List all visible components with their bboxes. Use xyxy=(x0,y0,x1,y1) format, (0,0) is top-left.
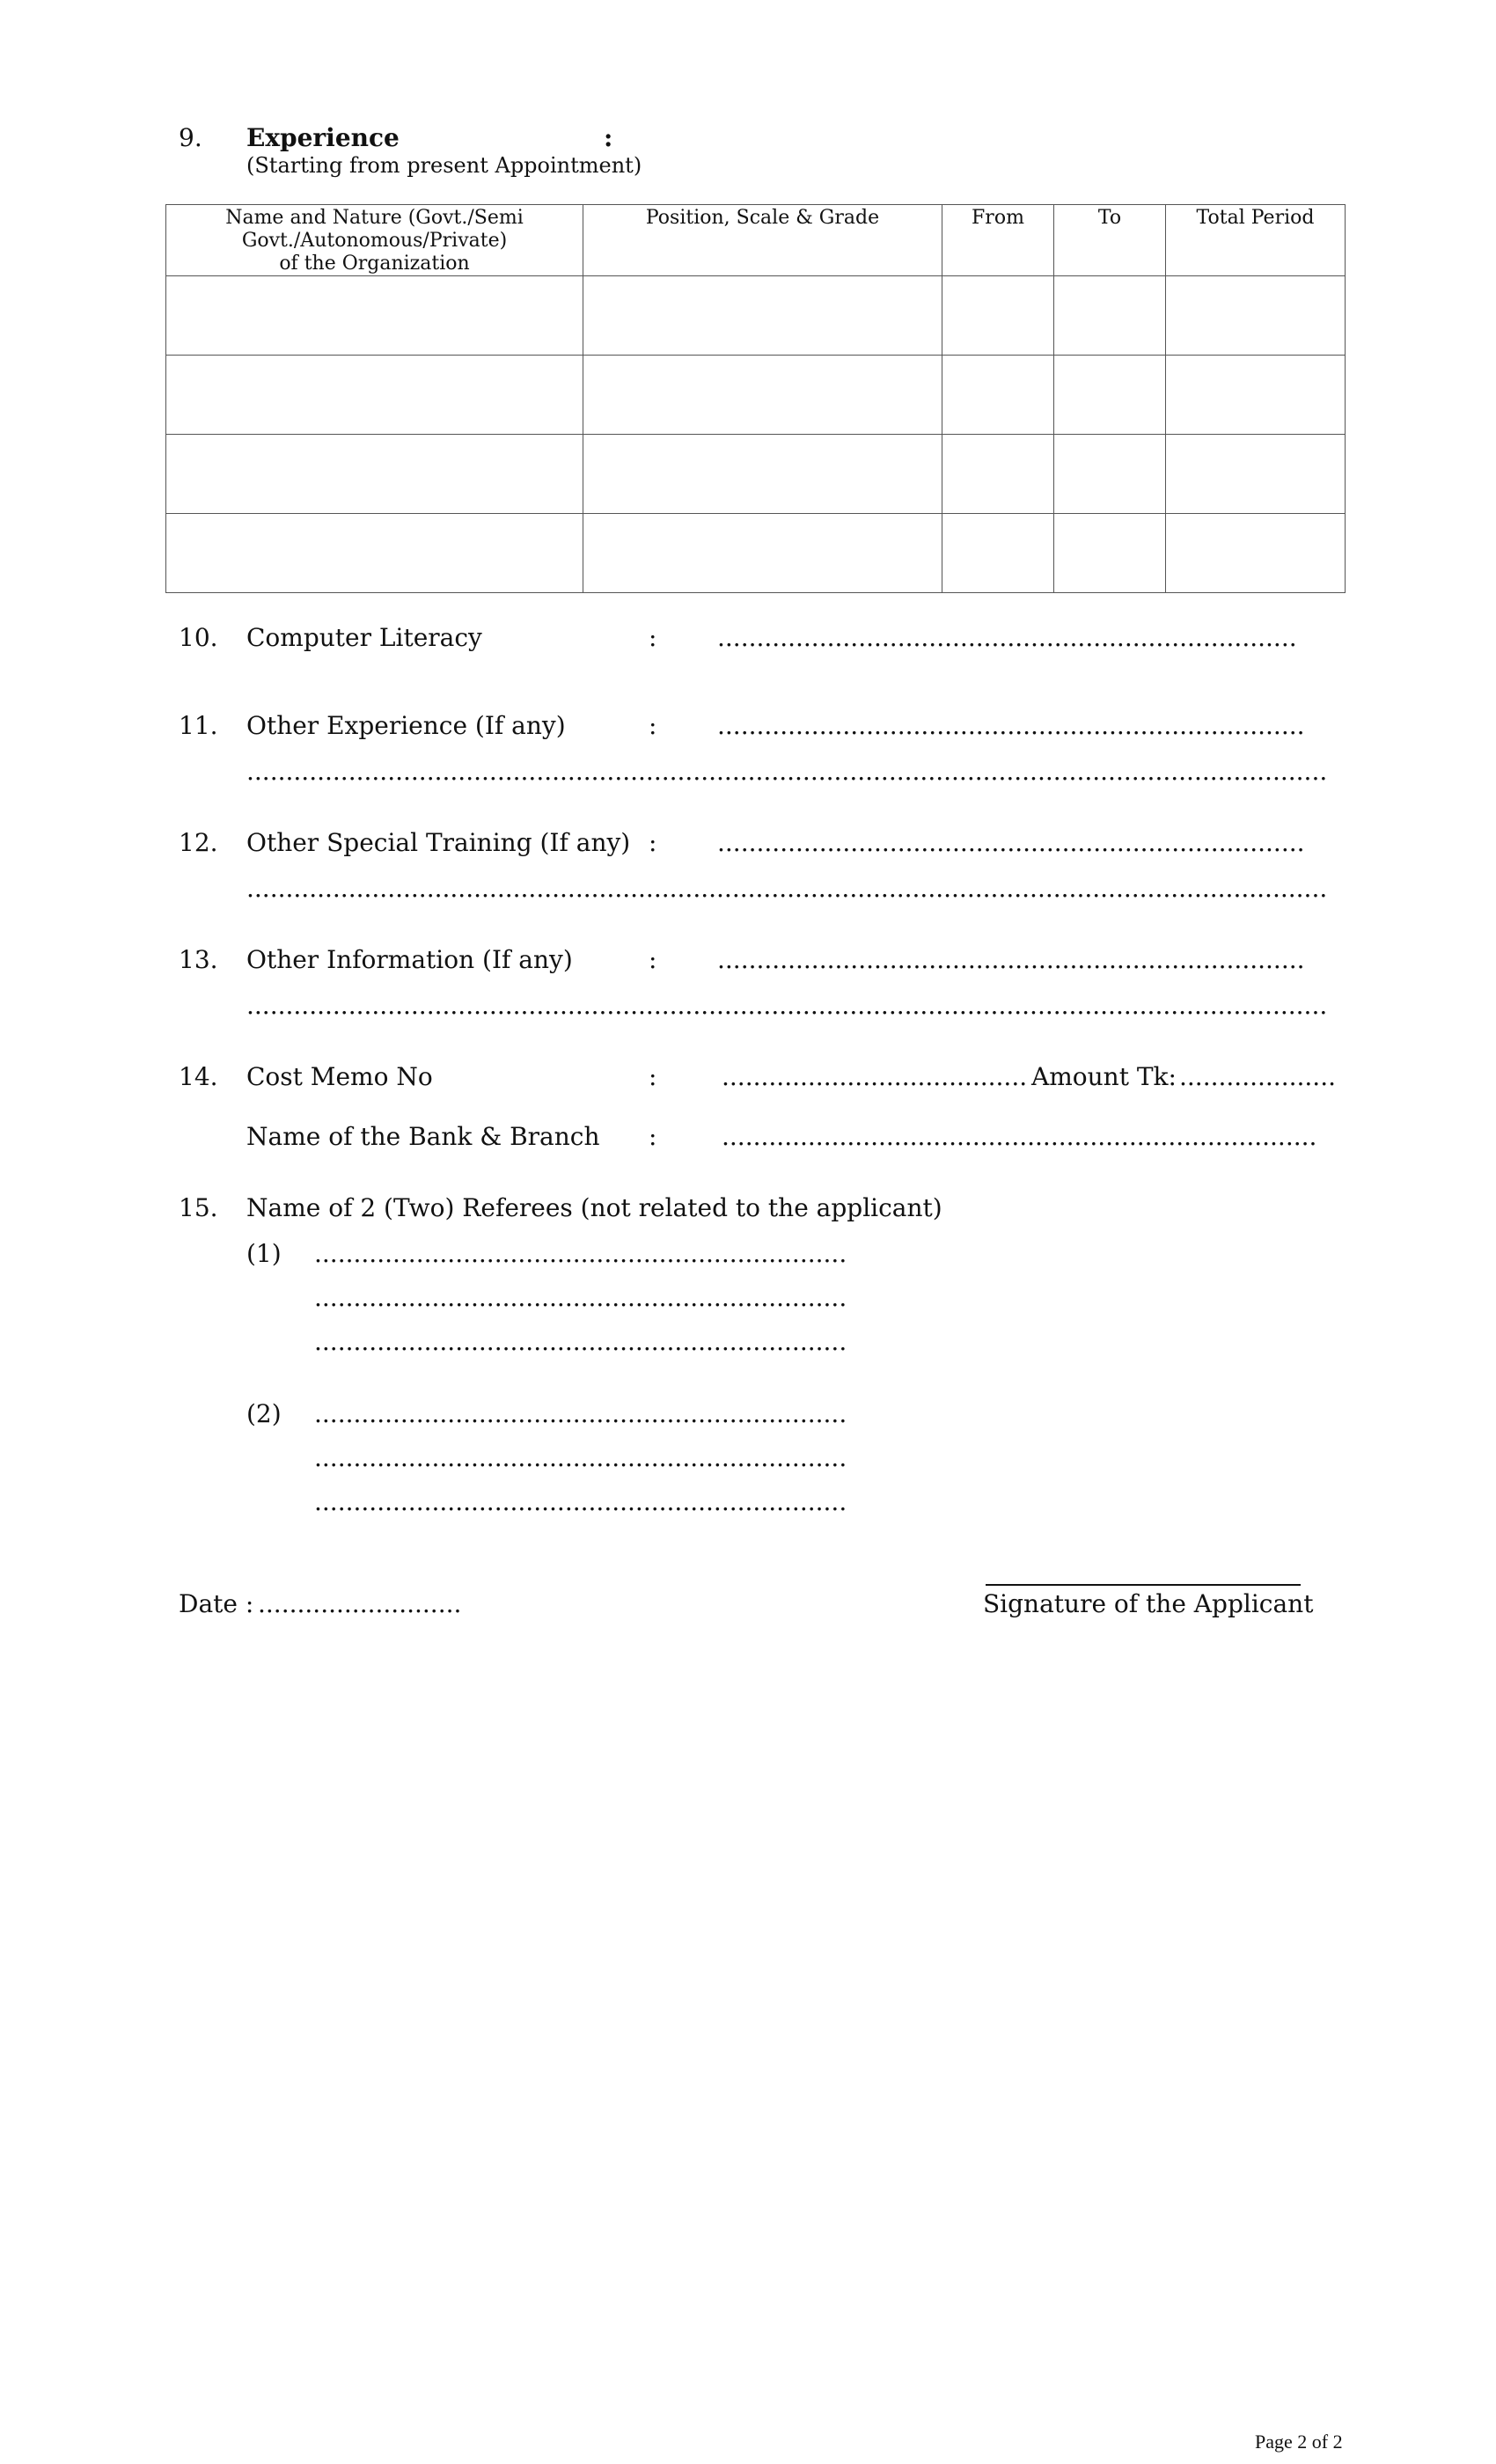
referees-title: Name of 2 (Two) Referees (not related to the applicant) xyxy=(246,1193,942,1222)
cost-memo-field[interactable]: ....................................... xyxy=(722,1062,1028,1091)
item-14-number: 14. xyxy=(179,1062,218,1091)
other-information-field[interactable]: ........................................................................... xyxy=(717,945,1305,974)
referee-2-label: (2) xyxy=(246,1399,282,1428)
other-training-continuation[interactable]: .......................................................................................................................................... xyxy=(246,874,1328,903)
signature-label: Signature of the Applicant xyxy=(983,1589,1314,1618)
bank-branch-field[interactable]: ............................................................................ xyxy=(722,1122,1317,1151)
table-cell[interactable] xyxy=(1166,276,1346,356)
item-12-number: 12. xyxy=(179,828,218,857)
other-training-field[interactable]: ........................................................................... xyxy=(717,828,1305,857)
other-information-continuation[interactable]: .......................................................................................................................................... xyxy=(246,991,1328,1020)
table-cell[interactable] xyxy=(1166,356,1346,435)
item-13-colon: : xyxy=(649,945,657,974)
item-14-colon: : xyxy=(649,1062,657,1091)
table-cell[interactable] xyxy=(942,276,1054,356)
referee-1-line-1[interactable]: .................................................................... xyxy=(314,1239,847,1268)
amount-field[interactable]: .................... xyxy=(1179,1062,1337,1091)
header-from: From xyxy=(942,205,1054,276)
table-row xyxy=(166,356,1346,435)
cost-memo-label: Cost Memo No xyxy=(246,1062,433,1091)
table-row xyxy=(166,514,1346,593)
referee-2-line-2[interactable]: .................................................................... xyxy=(314,1443,847,1472)
item-10-number: 10. xyxy=(179,623,218,652)
other-information-label: Other Information (If any) xyxy=(246,945,573,974)
table-cell[interactable] xyxy=(942,514,1054,593)
date-field[interactable]: .......................... xyxy=(258,1589,462,1618)
item-11-number: 11. xyxy=(179,711,218,740)
table-cell[interactable] xyxy=(166,356,583,435)
table-cell[interactable] xyxy=(583,514,942,593)
header-position: Position, Scale & Grade xyxy=(583,205,942,276)
referee-1-label: (1) xyxy=(246,1239,282,1268)
signature-line[interactable] xyxy=(986,1584,1301,1586)
other-experience-continuation[interactable]: .......................................................................................................................................... xyxy=(246,757,1328,786)
computer-literacy-field[interactable]: .......................................................................... xyxy=(717,623,1297,652)
item-10-colon: : xyxy=(649,623,657,652)
section-9-number: 9. xyxy=(179,123,202,152)
table-cell[interactable] xyxy=(583,356,942,435)
item-15-number: 15. xyxy=(179,1193,218,1222)
other-training-label: Other Special Training (If any) xyxy=(246,828,631,857)
other-experience-field[interactable]: ........................................................................... xyxy=(717,711,1305,740)
table-cell[interactable] xyxy=(1054,356,1166,435)
experience-table xyxy=(165,204,1346,593)
section-9-subtitle: (Starting from present Appointment) xyxy=(246,153,642,178)
referee-1-line-3[interactable]: .................................................................... xyxy=(314,1327,847,1356)
table-cell[interactable] xyxy=(583,276,942,356)
section-9-colon: : xyxy=(604,123,613,152)
referee-1-line-2[interactable]: .................................................................... xyxy=(314,1283,847,1312)
other-experience-label: Other Experience (If any) xyxy=(246,711,566,740)
table-cell[interactable] xyxy=(1054,276,1166,356)
header-total-period: Total Period xyxy=(1166,205,1346,276)
item-13-number: 13. xyxy=(179,945,218,974)
table-cell[interactable] xyxy=(942,435,1054,514)
experience-table-header xyxy=(166,205,1346,276)
section-9-title: Experience xyxy=(246,123,400,152)
table-cell[interactable] xyxy=(583,435,942,514)
header-organization: Name and Nature (Govt./Semi Govt./Autonomous/Private) of the Organization xyxy=(166,205,583,276)
table-cell[interactable] xyxy=(166,435,583,514)
header-to: To xyxy=(1054,205,1166,276)
table-cell[interactable] xyxy=(1054,435,1166,514)
item-11-colon: : xyxy=(649,711,657,740)
referee-2-line-3[interactable]: .................................................................... xyxy=(314,1487,847,1516)
referee-2-line-1[interactable]: .................................................................... xyxy=(314,1399,847,1428)
date-label: Date : xyxy=(179,1589,254,1618)
table-cell[interactable] xyxy=(1054,514,1166,593)
computer-literacy-label: Computer Literacy xyxy=(246,623,482,652)
table-cell[interactable] xyxy=(942,356,1054,435)
bank-branch-colon: : xyxy=(649,1122,657,1151)
table-cell[interactable] xyxy=(166,514,583,593)
table-cell[interactable] xyxy=(1166,514,1346,593)
page-number: Page 2 of 2 xyxy=(1255,2431,1343,2453)
bank-branch-label: Name of the Bank & Branch xyxy=(246,1122,600,1151)
table-row xyxy=(166,276,1346,356)
item-12-colon: : xyxy=(649,828,657,857)
table-cell[interactable] xyxy=(166,276,583,356)
table-row xyxy=(166,435,1346,514)
table-cell[interactable] xyxy=(1166,435,1346,514)
amount-label: Amount Tk: xyxy=(1031,1062,1177,1091)
